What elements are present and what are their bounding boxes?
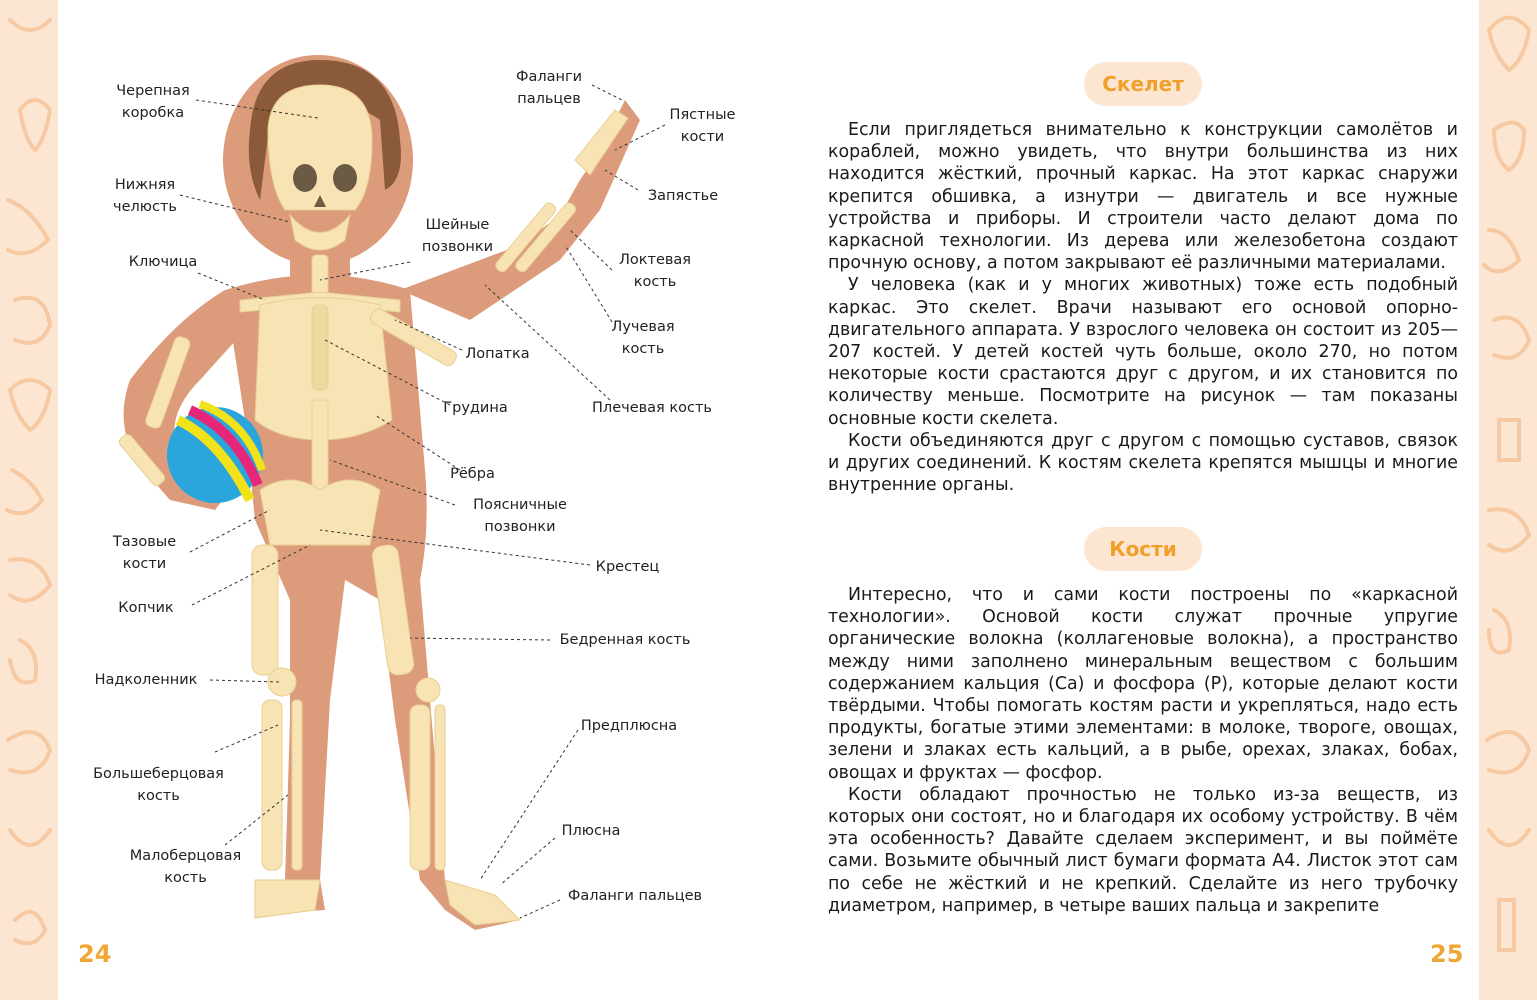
tooth-icon <box>1499 420 1519 460</box>
section-title-skeleton: Скелет <box>1084 62 1202 106</box>
bone-icon <box>1499 900 1514 950</box>
brain-icon <box>1487 732 1529 773</box>
tibia-right <box>410 705 430 870</box>
label-pelvis: Тазовые кости <box>112 534 177 572</box>
section-title-bones: Кости <box>1084 527 1202 571</box>
label-cervical-vertebrae: Шейные позвонки <box>421 217 494 255</box>
liver-icon <box>8 200 48 253</box>
lumbar-vertebrae <box>312 400 328 500</box>
label-metatarsus: Плюсна <box>561 823 621 839</box>
label-coccyx: Копчик <box>118 600 174 616</box>
lips-icon <box>1489 830 1529 845</box>
label-sternum: Грудина <box>443 400 508 416</box>
fibula-right <box>435 705 445 870</box>
paragraph: Кости обладают прочностью не только из-за веществ, из которых они состоят, но и благодаря их особому устройству. В чём эта особенность? Давайте сделаем эксперимент, и вы поймёте сами. Возьмите обычный лист бумаги формата А4. Листок этот сам по себе не жёсткий и не крепкий. Сделайте из него трубочку диаметром, например, в четыре ваших пальца и закрепите <box>828 784 1458 916</box>
intestine-icon <box>10 559 50 600</box>
lung-icon <box>1494 123 1524 171</box>
stomach-icon <box>1494 318 1529 358</box>
foot-right <box>445 880 520 925</box>
label-fibula: Малоберцовая кость <box>129 848 242 886</box>
paragraph: У человека (как и у многих животных) тоже есть подобный каркас. Это скелет. Врачи называют его основой опорно-двигательного аппарата. У взрослого человека он состоит из 205—207 костей. У детей костей чуть больше, около 270, но потом некоторые кости срастаются друг с другом, и их становится по количеству меньше. Посмотрите на рисунок — там показаны основные кости скелета. <box>828 275 1458 429</box>
section-text-skeleton <box>828 119 1458 496</box>
label-sacrum: Крестец <box>595 559 660 575</box>
left-decorative-border <box>0 0 58 1000</box>
heart-icon <box>1489 18 1529 71</box>
label-radius: Лучевая кость <box>611 319 675 357</box>
page-number-right: 25 <box>1430 940 1464 968</box>
sternum <box>312 305 328 390</box>
intestine-icon <box>1489 509 1529 550</box>
fibula-left <box>292 700 302 870</box>
kidney-icon <box>7 470 42 513</box>
foot-left <box>255 880 320 918</box>
lung-icon <box>20 100 50 150</box>
label-mandible: Нижняя челюсть <box>113 177 177 215</box>
brain-icon <box>8 732 50 773</box>
label-phalanges-foot: Фаланги пальцев <box>567 888 703 904</box>
label-ulna: Локтевая кость <box>618 252 692 290</box>
label-skull: Черепная коробка <box>116 83 190 121</box>
label-patella: Надколенник <box>94 672 198 688</box>
label-wrist: Запястье <box>647 188 719 204</box>
label-phalanges-hand: Фаланги пальцев <box>515 69 583 107</box>
label-ribs: Рёбра <box>450 466 495 482</box>
label-tarsus: Предплюсна <box>580 718 678 734</box>
ear-icon <box>10 640 36 683</box>
organ-icon <box>10 20 50 30</box>
label-metacarpals: Пястные кости <box>669 107 736 145</box>
paragraph: Если приглядеться внимательно к конструкции самолётов и кораблей, можно увидеть, что внутри большинства из них находится жёсткий, прочный каркас. На этот каркас снаружи крепится обшивка, а изнутри — двигатель и все нужные устройства и приборы. И строители часто делают дома по каркасной технологии. Из дерева или железобетона создают прочную основу, а потом закрывают её различными материалами. <box>828 120 1458 274</box>
label-scapula: Лопатка <box>465 346 530 362</box>
ear-icon <box>1489 610 1510 653</box>
kidney-icon <box>1484 230 1519 271</box>
label-lumbar-vertebrae: Поясничные позвонки <box>473 497 567 535</box>
patella-right <box>416 678 440 702</box>
right-decorative-border <box>1479 0 1537 1000</box>
cervical-vertebrae <box>312 255 328 295</box>
label-femur: Бедренная кость <box>559 632 691 648</box>
label-humerus: Плечевая кость <box>592 400 712 416</box>
paragraph: Кости объединяются друг с другом с помощью суставов, связок и других соединений. К костям скелета крепятся мышцы и многие внутренние органы. <box>828 430 1458 496</box>
heart-icon <box>10 380 50 430</box>
stomach-icon <box>15 298 50 343</box>
paragraph: Интересно, что и сами кости построены по «каркасной технологии». Основой кости служат прочные упругие органические волокна (коллагеновые волокна), а пространство между ними заполнено минеральным веществом с большим содержанием кальция (Са) и фосфора (Р), которые делают кости твёрдыми. Чтобы помогать костям расти и укрепляться, надо есть продукты, богатые этими элементами: в молоке, твороге, овощах, зелени и злаках есть кальций, а в рыбе, орехах, злаках, бобах, овощах и фруктах — фосфор. <box>828 585 1458 783</box>
lips-icon <box>10 830 50 845</box>
label-clavicle: Ключица <box>128 254 198 270</box>
skull <box>268 85 372 210</box>
femur-left <box>252 545 278 675</box>
label-tibia: Большеберцовая кость <box>93 766 224 804</box>
tibia-left <box>262 700 282 870</box>
page-number-left: 24 <box>78 940 112 968</box>
section-text-bones <box>828 584 1458 917</box>
hand-icon <box>15 912 45 943</box>
